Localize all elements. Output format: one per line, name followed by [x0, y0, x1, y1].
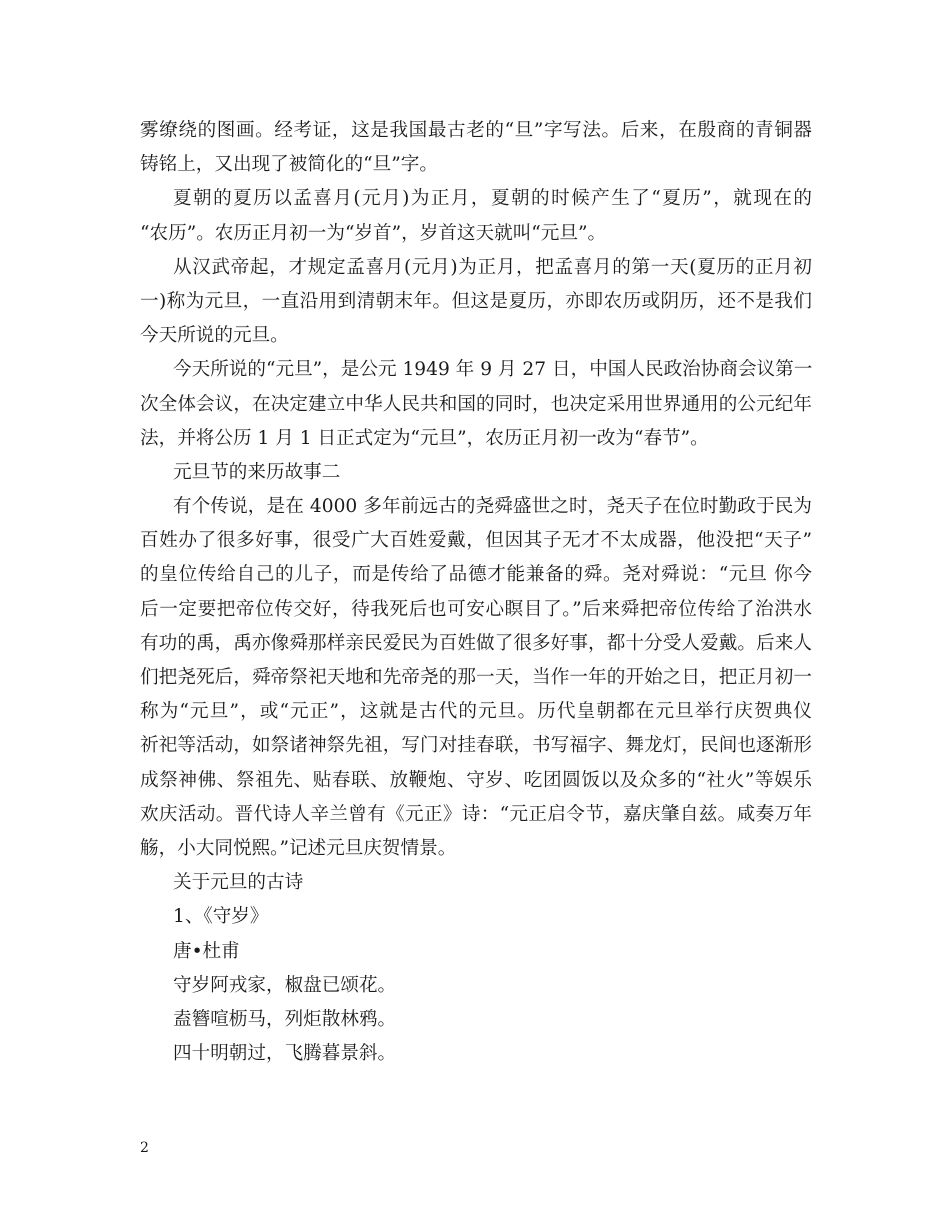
poem-line: 守岁阿戎家，椒盘已颂花。 — [173, 974, 397, 996]
section-heading: 关于元旦的古诗 — [173, 872, 304, 894]
text-line: 铸铭上，又出现了被简化的“旦”字。 — [140, 154, 438, 176]
poem-title: 1、《守岁》 — [173, 906, 269, 928]
text-line: 百姓办了很多好事，很受广大百姓爱戴，但因其子无才不太成器，他没把“天子” — [140, 530, 812, 552]
page-number: 2 — [140, 1140, 149, 1156]
section-heading: 元旦节的来历故事二 — [173, 461, 341, 483]
text-line: 们把尧死后，舜帝祭祀天地和先帝尧的那一天，当作一年的开始之日，把正月初一 — [140, 667, 812, 688]
text-line: 欢庆活动。晋代诗人辛兰曾有《元正》诗：“元正启令节，嘉庆肇自兹。咸奏万年 — [140, 803, 812, 825]
text-line: 成祭神佛、祭祖先、贴春联、放鞭炮、守岁、吃团圆饭以及众多的“社火”等娱乐 — [140, 769, 812, 791]
text-line: 称为“元旦”，或“元正”，这就是古代的元旦。历代皇朝都在元旦举行庆贺典仪 — [140, 701, 812, 723]
text-line: 的皇位传给自己的儿子，而是传给了品德才能兼备的舜。尧对舜说：“元旦 你今 — [140, 564, 812, 586]
text-line: 今天所说的“元旦”，是公元 1949 年 9 月 27 日，中国人民政治协商会议第一 — [173, 359, 812, 381]
text-line: 有功的禹，禹亦像舜那样亲民爱民为百姓做了很多好事，都十分受人爱戴。后来人 — [140, 632, 812, 654]
text-line: 雾缭绕的图画。经考证，这是我国最古老的“旦”字写法。后来，在殷商的青铜器 — [140, 120, 812, 141]
poem-line: 四十明朝过，飞腾暮景斜。 — [173, 1043, 397, 1065]
text-line: 夏朝的夏历以孟喜月(元月)为正月，夏朝的时候产生了“夏历”，就现在的 — [173, 188, 812, 210]
text-line: 次全体会议，在决定建立中华人民共和国的同时，也决定采用世界通用的公元纪年 — [140, 393, 812, 415]
text-line: 有个传说，是在 4000 多年前远古的尧舜盛世之时，尧天子在位时勤政于民为 — [173, 496, 812, 518]
poem-author: 唐•杜甫 — [173, 940, 240, 962]
poem-line: 盍簪喧枥马，列炬散林鸦。 — [173, 1008, 397, 1030]
text-line: 从汉武帝起，才规定孟喜月(元月)为正月，把孟喜月的第一天(夏历的正月初 — [173, 256, 812, 278]
text-line: 觞，小大同悦熙。”记述元旦庆贺情景。 — [140, 837, 457, 859]
text-line: 一)称为元旦，一直沿用到清朝末年。但这是夏历，亦即农历或阴历，还不是我们 — [140, 290, 812, 312]
text-line: 法，并将公历 1 月 1 日正式定为“元旦”，农历正月初一改为“春节”。 — [140, 427, 709, 449]
text-line: 后一定要把帝位传交好，待我死后也可安心瞑目了。”后来舜把帝位传给了治洪水 — [140, 598, 812, 620]
body-text — [140, 114, 812, 1071]
text-line: 祈祀等活动，如祭诸神祭先祖，写门对挂春联，书写福字、舞龙灯，民间也逐渐形 — [140, 735, 812, 757]
text-line: “农历”。农历正月初一为“岁首”，岁首这天就叫“元旦”。 — [140, 222, 607, 244]
text-line: 今天所说的元旦。 — [140, 325, 289, 347]
